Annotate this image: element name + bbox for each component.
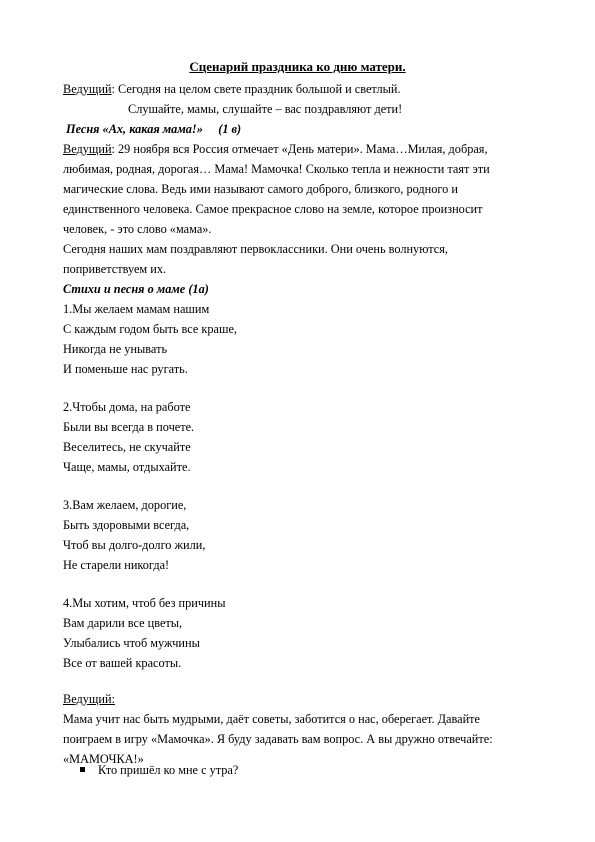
poem-line: 1.Мы желаем мамам нашим [63, 302, 210, 316]
intro-text-1: : Сегодня на целом свете праздник большой и светлый. [111, 82, 401, 96]
speech1-line-1 [63, 142, 488, 156]
poem-line: Улыбались чтоб мужчины [63, 636, 200, 650]
host-label: Ведущий [63, 82, 112, 96]
poem-line: Все от вашей красоты. [63, 656, 182, 670]
host2-label: Ведущий: [63, 692, 115, 706]
speech1-line: единственного человека. Самое прекрасное слово на земле, которое произносит [63, 202, 483, 216]
host-label: Ведущий [63, 142, 112, 156]
poem-line: Чаще, мамы, отдыхайте. [63, 460, 191, 474]
poem-line: Веселитесь, не скучайте [63, 440, 191, 454]
question-item: Кто пришёл ко мне с утра? [98, 763, 239, 777]
speech1-line: человек, - это слово «мама». [63, 222, 212, 236]
song1-heading [66, 122, 241, 136]
speech1-text-1: : 29 ноября вся Россия отмечает «День матери». Мама…Милая, добрая, [111, 142, 488, 156]
speech1-line: магические слова. Ведь ими называют самого доброго, близкого, родного и [63, 182, 458, 196]
host2-line: поиграем в игру «Мамочка». Я буду задавать вам вопрос. А вы дружно отвечайте: [63, 732, 493, 746]
poem-line: 3.Вам желаем, дорогие, [63, 498, 187, 512]
poems-heading: Стихи и песня о маме (1а) [63, 282, 209, 296]
poem-line: Быть здоровыми всегда, [63, 518, 190, 532]
bullet-icon [80, 767, 85, 772]
speech1-line: любимая, родная, дорогая… Мама! Мамочка! Сколько тепла и нежности таят эти [63, 162, 490, 176]
speech1-line: Сегодня наших мам поздравляют первоклассники. Они очень волнуются, [63, 242, 448, 256]
host2-line: «МАМОЧКА!» [63, 752, 144, 766]
poem-line: И поменьше нас ругать. [63, 362, 188, 376]
poem-line: Не старели никогда! [63, 558, 170, 572]
poem-line: Чтоб вы долго-долго жили, [63, 538, 206, 552]
intro-line-2: Слушайте, мамы, слушайте – вас поздравляют дети! [128, 102, 403, 116]
poem-line: 4.Мы хотим, чтоб без причины [63, 596, 226, 610]
document-title: Сценарий праздника ко дню матери. [189, 59, 406, 74]
poem-line: С каждым годом быть все краше, [63, 322, 237, 336]
poem-line: 2.Чтобы дома, на работе [63, 400, 191, 414]
host2-line: Мама учит нас быть мудрыми, даёт советы, заботится о нас, оберегает. Давайте [63, 712, 480, 726]
poem-line: Никогда не унывать [63, 342, 168, 356]
poem-line: Были вы всегда в почете. [63, 420, 195, 434]
poem-line: Вам дарили все цветы, [63, 616, 183, 630]
intro-line-1 [63, 82, 401, 96]
speech1-line: поприветствуем их. [63, 262, 167, 276]
song1-title: Песня «Ах, какая мама!» [66, 122, 203, 136]
song1-class: (1 в) [218, 122, 242, 136]
